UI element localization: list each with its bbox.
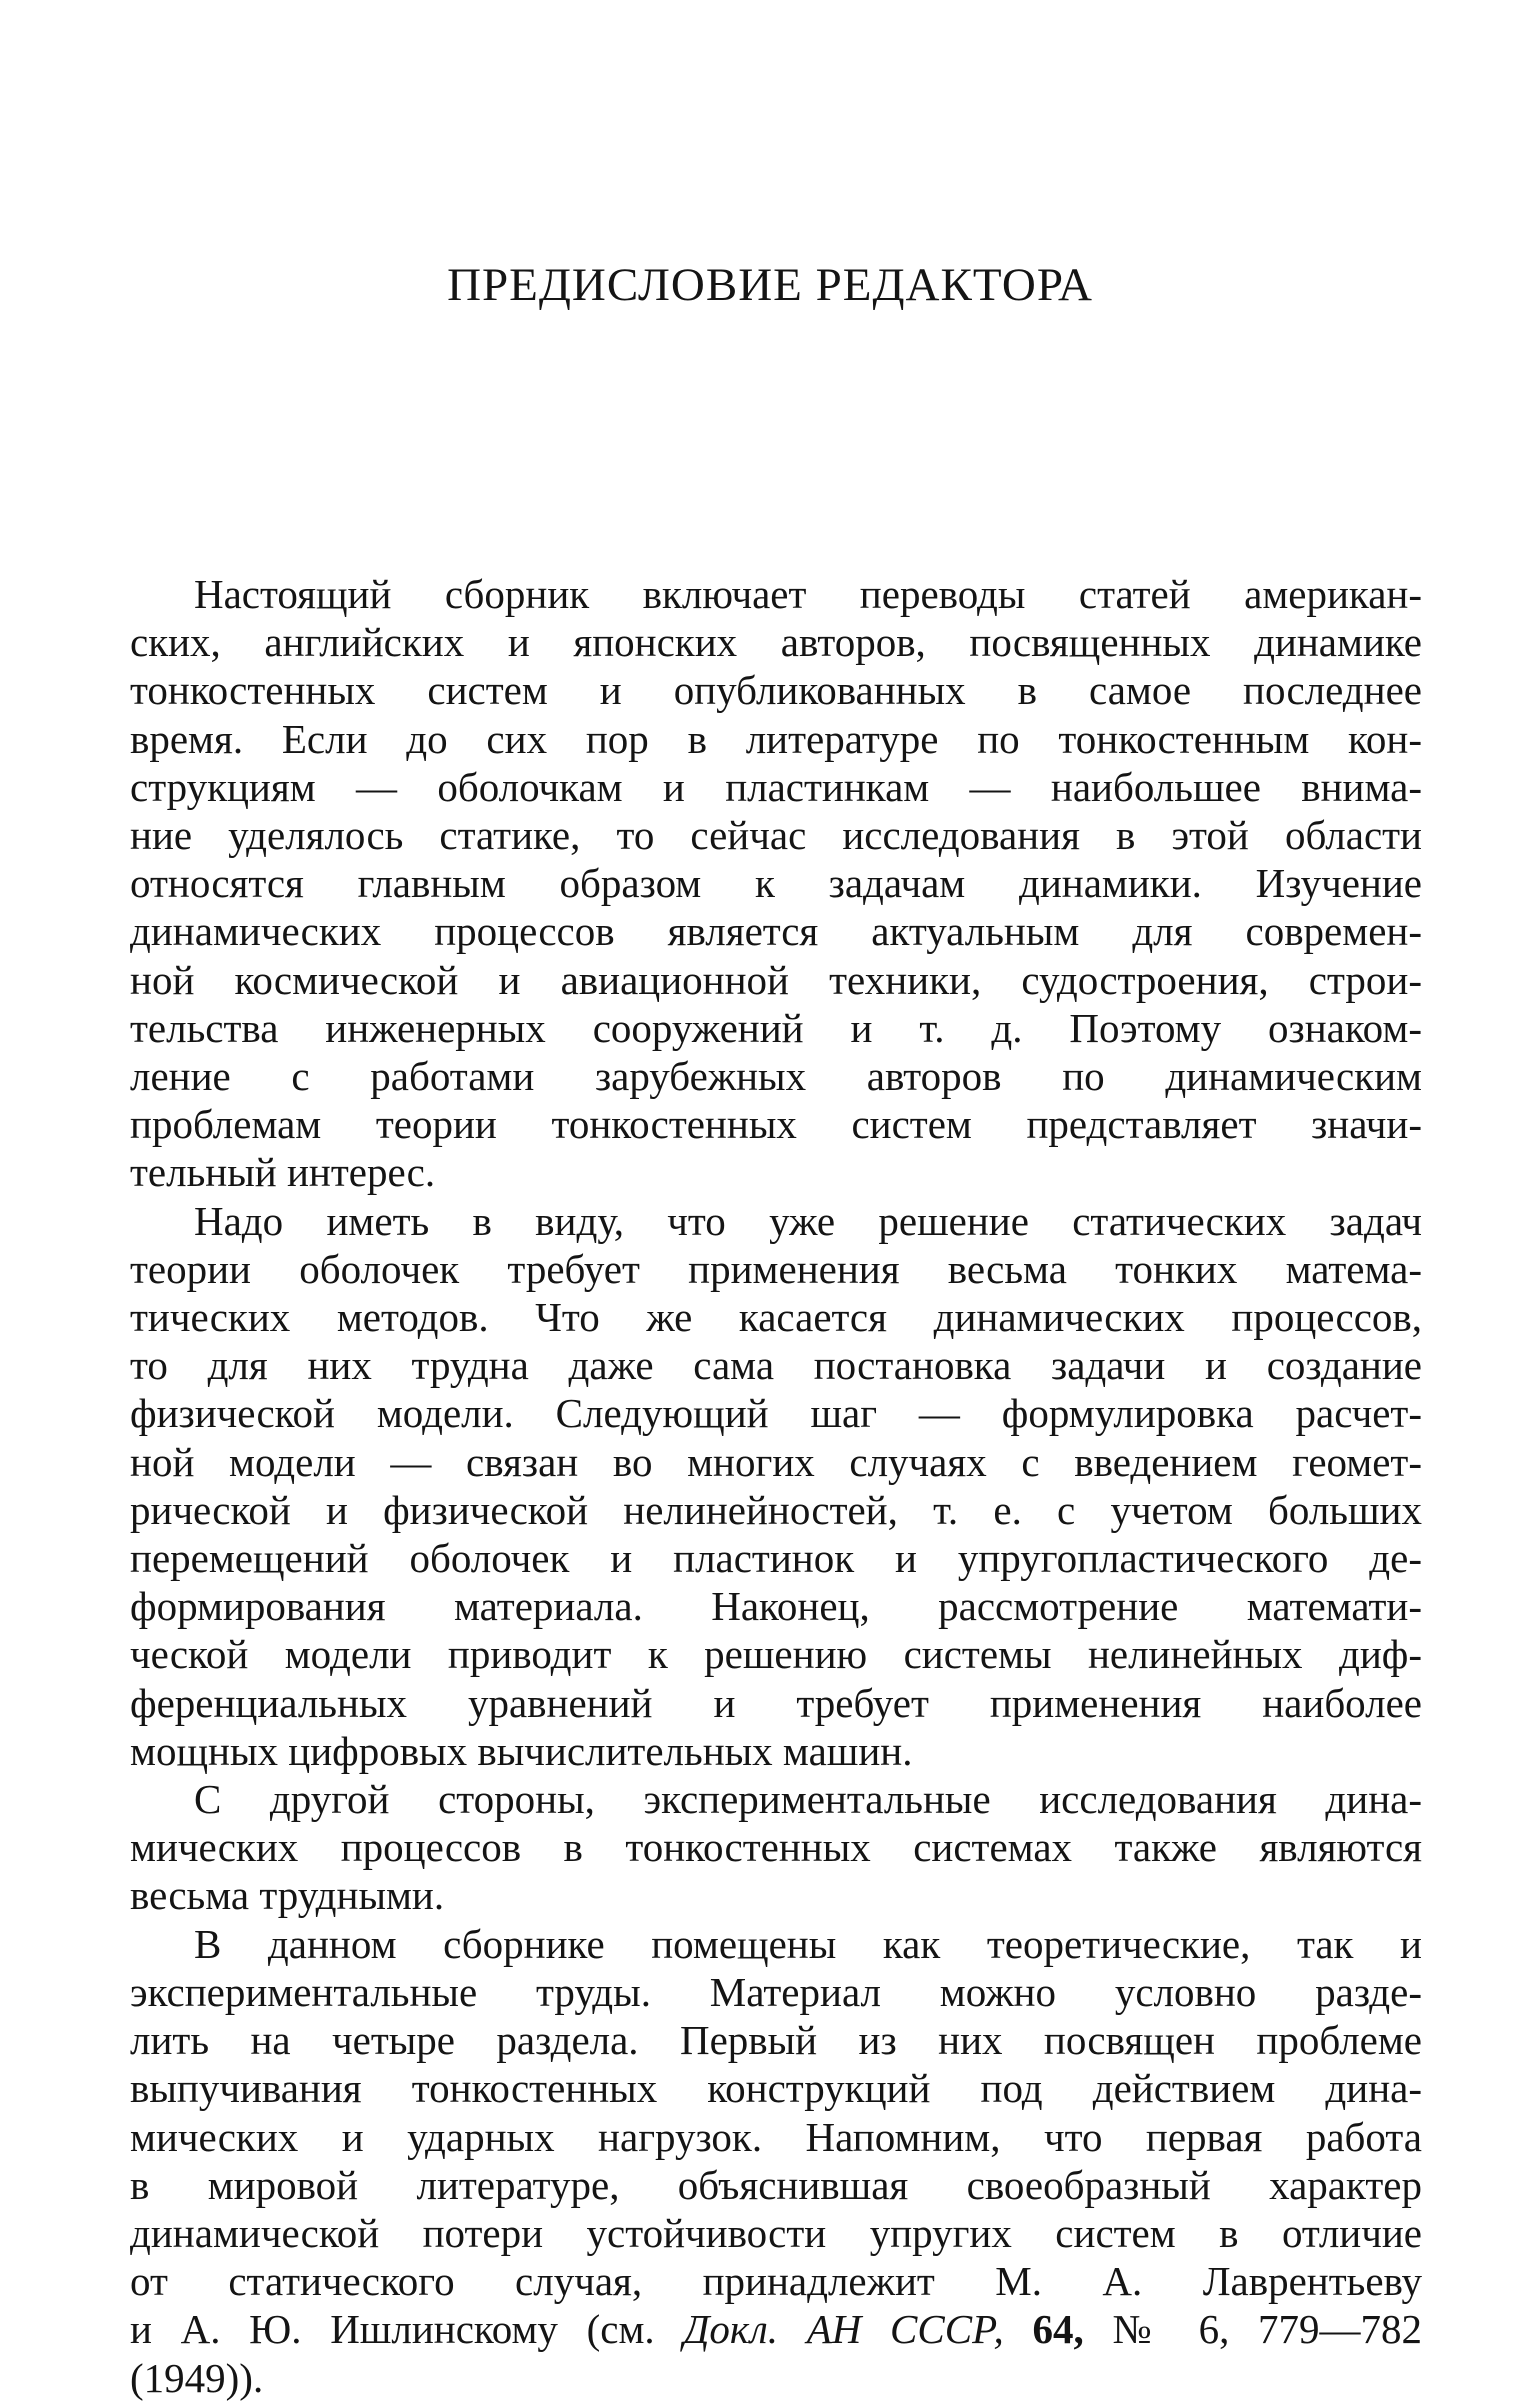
text-line: тельный интерес.: [130, 1149, 436, 1196]
text-line: рической и физической нелинейностей, т. е. с учетом больших: [130, 1486, 1422, 1533]
citation-year: (1949)).: [130, 2354, 264, 2401]
text-line: ференциальных уравнений и требует применения наиболее: [130, 1679, 1422, 1726]
text-line: выпучивания тонкостенных конструкций под действием дина-: [130, 2065, 1422, 2112]
citation-line: [130, 2305, 1422, 2353]
text-line: ной модели — связан во многих случаях с введением геомет-: [130, 1438, 1422, 1485]
paragraph-3: [130, 1775, 1422, 1920]
text-line: в мировой литературе, объяснившая своеобразный характер: [130, 2161, 1422, 2208]
text-line: Надо иметь в виду, что уже решение статических задач: [194, 1197, 1422, 1244]
text-line: тельства инженерных сооружений и т. д. Поэтому ознаком-: [130, 1004, 1422, 1051]
text-line: формирования материала. Наконец, рассмотрение математи-: [130, 1583, 1422, 1630]
text-line: струкциям — оболочкам и пластинкам — наибольшее внима-: [130, 763, 1422, 810]
text-line: мических процессов в тонкостенных системах также являются: [130, 1824, 1422, 1871]
text-line: Настоящий сборник включает переводы статей американ-: [194, 571, 1422, 617]
text-line: экспериментальные труды. Материал можно условно разде-: [130, 1968, 1422, 2015]
text-line: лить на четыре раздела. Первый из них посвящен проблеме: [130, 2017, 1422, 2064]
text-line: мических и ударных нагрузок. Напомним, что первая работа: [130, 2113, 1422, 2160]
text-line: ческой модели приводит к решению системы нелинейных диф-: [130, 1631, 1422, 1678]
citation-journal: Докл. АН СССР,: [683, 2306, 1004, 2353]
text-line: тических методов. Что же касается динамических процессов,: [130, 1294, 1422, 1341]
text-line: ной космической и авиационной техники, судостроения, строи-: [130, 956, 1422, 1003]
text-line: ских, английских и японских авторов, посвященных динамике: [130, 619, 1422, 666]
text-line: весьма трудными.: [130, 1872, 445, 1919]
text-line: перемещений оболочек и пластинок и упругопластического де-: [130, 1535, 1422, 1582]
text-line: тонкостенных систем и опубликованных в самое последнее: [130, 667, 1422, 714]
paragraph-4: [130, 1920, 1422, 2402]
text-line: ние уделялось статике, то сейчас исследования в этой области: [130, 812, 1422, 859]
text-line: относятся главным образом к задачам динамики. Изучение: [130, 860, 1422, 907]
text-line: динамической потери устойчивости упругих систем в отличие: [130, 2209, 1422, 2256]
body-text: [130, 570, 1422, 2402]
text-line: В данном сборнике помещены как теоретические, так и: [194, 1920, 1422, 1967]
text-line: от статического случая, принадлежит М. А. Лаврентьеву: [130, 2258, 1422, 2305]
paragraph-1: [130, 570, 1422, 1197]
citation-volume: 64,: [1032, 2306, 1084, 2353]
text-line: динамических процессов является актуальным для современ-: [130, 908, 1422, 955]
text-line: мощных цифровых вычислительных машин.: [130, 1727, 913, 1774]
text-line: ление с работами зарубежных авторов по динамическим: [130, 1053, 1422, 1100]
paragraph-2: [130, 1197, 1422, 1775]
text-line: время. Если до сих пор в литературе по тонкостенным кон-: [130, 715, 1422, 762]
page-heading: ПРЕДИСЛОВИЕ РЕДАКТОРА: [447, 259, 1093, 311]
citation-rest: № 6, 779—782: [1083, 2306, 1422, 2353]
text-line: проблемам теории тонкостенных систем представляет значи-: [130, 1101, 1422, 1148]
text-line: теории оболочек требует применения весьма тонких матема-: [130, 1245, 1422, 1292]
text-line: то для них трудна даже сама постановка задачи и создание: [130, 1342, 1422, 1389]
text-line: С другой стороны, экспериментальные исследования дина-: [194, 1776, 1422, 1823]
citation-prefix: и А. Ю. Ишлинскому (см.: [130, 2306, 684, 2353]
text-line: физической модели. Следующий шаг — формулировка расчет-: [130, 1390, 1422, 1437]
